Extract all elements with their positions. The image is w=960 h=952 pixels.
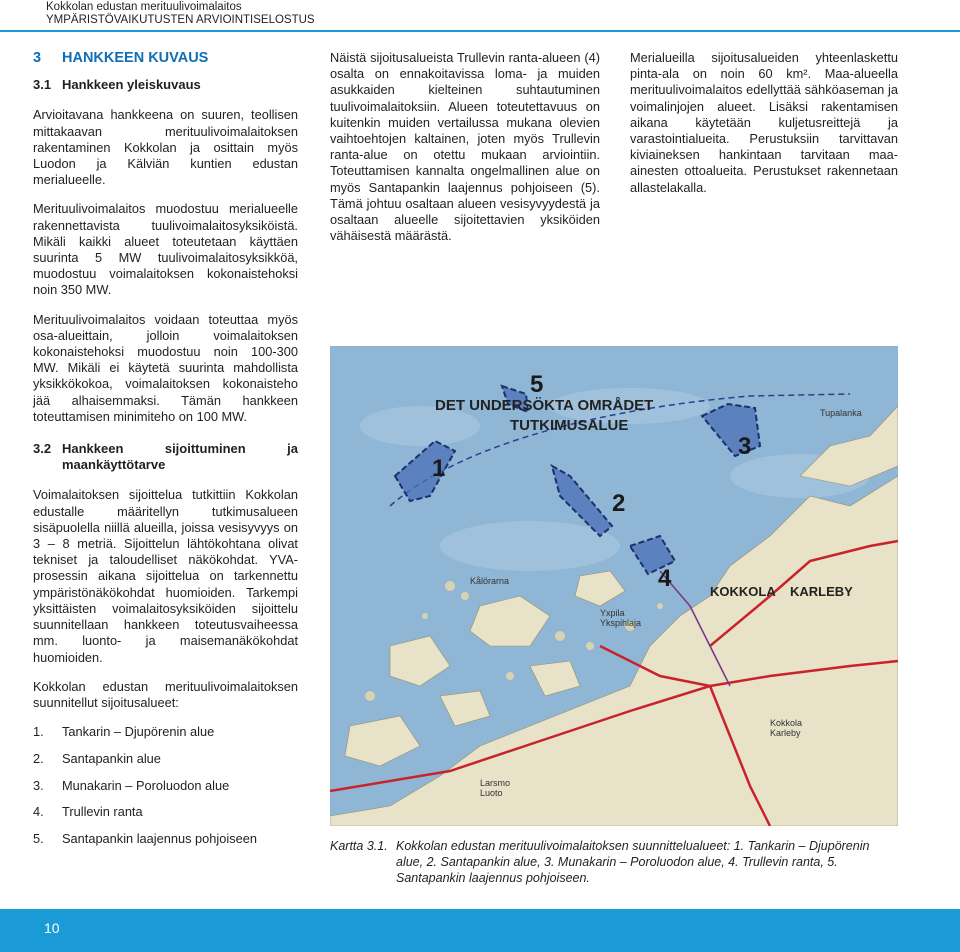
list-item <box>33 831 298 847</box>
paragraph: Arvioitavana hankkeena on suuren, teollisen mittakaavan merituulivoimalaitoksen rakentaminen Kokkolan ja osittain myös Luodon ja Kälviän kuntien edustan merialueelle. <box>33 107 298 188</box>
list-text: Trullevin ranta <box>62 804 143 820</box>
paragraph: Näistä sijoitusalueista Trullevin ranta-alueen (4) osalta on ennakoitavissa loma- ja muiden asukkaiden kielteinen suhtautuminen tuulivoimalaitoksiin. Alueen toteutettavuus on kuitenkin muiden vertailussa mukana olevien vaihtoehtojen kaltainen, joten myös Trullevin ranta-alue on otettu mukaan arviointiin. Toteuttamisen kannalta ongelmallinen alue on myös Santapankin laajennus pohjoiseen (5). Tämä johtuu osaltaan alueen vesisyvyydestä ja osaltaan alueelle sijoitettavien yksiköiden vähäisestä määrästä. <box>330 50 600 244</box>
list-item <box>33 724 298 740</box>
area-label-4: 4 <box>658 565 672 592</box>
subsection-number: 3.1 <box>33 77 52 93</box>
area-label-2: 2 <box>612 490 626 517</box>
list-text: Tankarin – Djupörenin alue <box>62 724 215 740</box>
place-label: Tupalanka <box>820 408 862 418</box>
section-title: HANKKEEN KUVAUS <box>62 50 209 66</box>
list-item <box>33 751 298 767</box>
text-column-1 <box>33 50 298 858</box>
map-title-fi: TUTKIMUSALUE <box>510 417 629 434</box>
list-number: 5. <box>33 830 44 846</box>
area-label-3: 3 <box>738 433 752 460</box>
paragraph: Voimalaitoksen sijoittelua tutkittiin Kokkolan edustalle määritellyn tutkimusalueen sisäpuolella niillä alueilla, joissa vesisyvyys on 3 – 8 metriä. Sijoittelun lähtökohtana olivat tekniset ja taloudelliset näkökohdat. YVA-prosessin aikana sijoittelua on tarkennettu ympäristönäkökohdat huomioiden. Tarkempi yksittäisten voimalaitosyksiköiden sijoittelu suunnitellaan hankkeen toteutusvaiheessa mm. luonto- ja maisemanäkökohdat huomioiden. <box>33 487 298 665</box>
place-label: Kålörarna <box>470 576 510 586</box>
subsection-number: 3.2 <box>33 441 52 457</box>
paragraph: Merituulivoimalaitos muodostuu merialueelle rakennettavista tuulivoimalaitosyksiköistä. Mikäli kaikki alueet toteutetaan käyttäen suurinta 5 MW tuulivoimalaitosyksikköä, muodostuu voimalaitoksen kokonaistehoksi noin 350 MW. <box>33 201 298 298</box>
site-list <box>33 724 298 847</box>
text-column-2 <box>330 50 600 257</box>
caption-text: Kokkolan edustan merituulivoimalaitoksen suunnittelualueet: 1. Tankarin – Djupörenin alue, 2. Santapankin alue, 3. Munakarin – Poroluodon alue, 4. Trullevin ranta, 5. Santapankin laajennus pohjoiseen. <box>396 839 870 885</box>
header-report-title: YMPÄRISTÖVAIKUTUSTEN ARVIOINTISELOSTUS <box>46 14 315 26</box>
paragraph: Kokkolan edustan merituulivoimalaitoksen suunnitellut sijoitusalueet: <box>33 678 298 710</box>
map-title-sv: DET UNDERSÖKTA OMRÅDET <box>435 397 654 414</box>
place-label: Larsmo <box>480 778 511 788</box>
area-label-5: 5 <box>530 371 544 398</box>
place-label: Ykspihlaja <box>600 618 642 628</box>
text-column-3 <box>630 50 898 209</box>
caption-label: Kartta 3.1. <box>330 839 388 853</box>
list-number: 1. <box>33 724 44 740</box>
header-rule <box>0 30 960 32</box>
list-text: Santapankin alue <box>62 750 161 766</box>
paragraph: Merituulivoimalaitos voidaan toteuttaa myös osa-alueittain, jolloin voimalaitoksen kokonaistehoksi muodostuu noin 100-300 MW. Mikäli ei käytetä suurinta mahdollista yksikkökokoa, voimalaitoksen kokonaisteho jää alhaisemmaksi. Tämän hankkeen toteuttamisen minimiteho on 100 MW. <box>33 311 298 424</box>
town-label-fi: KOKKOLA <box>710 584 776 599</box>
subsection-heading-3-2 <box>33 441 298 473</box>
subsection-title: Hankkeen sijoittuminen ja maankäyttötarve <box>62 441 298 473</box>
map-svg <box>330 346 898 826</box>
header-project-name: Kokkolan edustan merituulivoimalaitos <box>46 1 242 13</box>
list-text: Santapankin laajennus pohjoiseen <box>62 830 257 846</box>
subsection-heading-3-1 <box>33 77 298 93</box>
map-caption <box>330 838 900 886</box>
place-label: Karleby <box>770 728 801 738</box>
section-heading <box>33 50 298 66</box>
page-number: 10 <box>44 920 60 936</box>
footer-bar <box>0 909 960 952</box>
list-item <box>33 778 298 794</box>
list-text: Munakarin – Poroluodon alue <box>62 777 230 793</box>
site-map <box>330 346 898 826</box>
town-label-sv: KARLEBY <box>790 584 853 599</box>
list-item <box>33 804 298 820</box>
list-number: 3. <box>33 777 44 793</box>
section-number: 3 <box>33 50 42 66</box>
place-label: Yxpila <box>600 608 625 618</box>
list-number: 4. <box>33 804 44 820</box>
place-label: Luoto <box>480 788 503 798</box>
list-number: 2. <box>33 750 44 766</box>
running-header <box>46 1 315 27</box>
area-label-1: 1 <box>432 455 446 482</box>
place-label: Kokkola <box>770 718 803 728</box>
paragraph: Merialueilla sijoitusalueiden yhteenlaskettu pinta-ala on noin 60 km². Maa-alueella merituulivoimalaitos edellyttää sähköaseman ja voimalinjojen alueet. Lisäksi rakentamisen aikana käytetään kuljetusreittejä ja varastointialueita. Perustuksiin tarvittavan kiviaineksen hankintaan tarvitaan maa-ainesten ottoalueita. Perustukset rakennetaan allastelakalla. <box>630 50 898 195</box>
subsection-title: Hankkeen yleiskuvaus <box>62 77 201 93</box>
